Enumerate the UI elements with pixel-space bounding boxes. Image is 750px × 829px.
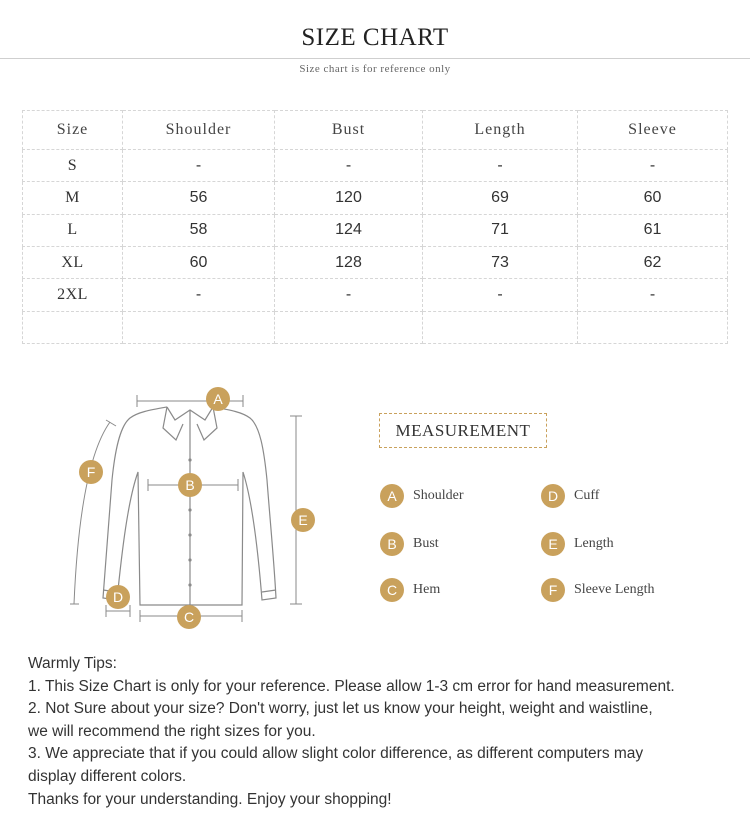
size-cell: S [23,150,123,182]
bust-cell: - [275,279,423,311]
legend-badge: B [380,532,404,556]
legend-label: Sleeve Length [574,582,655,597]
bust-cell [275,311,423,343]
tip-line: Thanks for your understanding. Enjoy your shopping! [28,790,392,808]
tip-line: display different colors. [28,767,187,785]
legend-badge: C [380,578,404,602]
size-cell: M [23,182,123,214]
table-row [23,214,728,246]
tip-line: 2. Not Sure about your size? Don't worry, just let us know your height, weight and waistline, [28,700,653,718]
bust-cell: - [275,150,423,182]
sleeve-cell: - [578,150,728,182]
sleeve-cell [578,311,728,343]
table-row [23,182,728,214]
size-table [22,110,728,344]
size-cell: XL [23,246,123,278]
legend-label: Hem [413,582,441,597]
bust-cell: 124 [275,214,423,246]
shoulder-cell [123,311,275,343]
shoulder-cell: - [123,150,275,182]
sleeve-cell: - [578,279,728,311]
shirt-measurement-diagram [70,380,330,630]
marker-f-badge: F [79,460,103,484]
bust-cell: 120 [275,182,423,214]
length-cell: 73 [423,246,578,278]
tip-line: we will recommend the right sizes for you. [28,722,316,740]
marker-d-badge: D [106,585,130,609]
size-cell [23,311,123,343]
marker-b-badge: B [178,473,202,497]
length-cell: 71 [423,214,578,246]
table-row [23,311,728,343]
sleeve-cell: 60 [578,182,728,214]
tip-line: 1. This Size Chart is only for your reference. Please allow 1-3 cm error for hand measurement. [28,677,675,695]
legend-label: Cuff [574,488,600,503]
shoulder-cell: - [123,279,275,311]
legend-badge: E [541,532,565,556]
length-cell: - [423,279,578,311]
table-row [23,150,728,182]
legend-badge: F [541,578,565,602]
table-row [23,246,728,278]
column-header-length: Length [423,111,578,150]
legend-badge: A [380,484,404,508]
measurement-heading: MEASUREMENT [379,413,547,448]
legend-badge: D [541,484,565,508]
marker-a-badge: A [206,387,230,411]
shoulder-cell: 60 [123,246,275,278]
column-header-sleeve: Sleeve [578,111,728,150]
length-cell: - [423,150,578,182]
size-cell: 2XL [23,279,123,311]
warm-tips [28,653,738,811]
legend-label: Shoulder [413,488,464,503]
page-title: SIZE CHART [301,24,449,51]
sleeve-cell: 62 [578,246,728,278]
size-cell: L [23,214,123,246]
column-header-size: Size [23,111,123,150]
table-row [23,279,728,311]
tips-heading: Warmly Tips: [28,655,117,672]
legend-label: Bust [413,536,439,551]
legend-label: Length [574,536,614,551]
column-header-shoulder: Shoulder [123,111,275,150]
shoulder-cell: 58 [123,214,275,246]
length-cell [423,311,578,343]
tip-line: 3. We appreciate that if you could allow slight color difference, as different computers may [28,745,644,763]
column-header-bust: Bust [275,111,423,150]
marker-c-badge: C [177,605,201,629]
length-cell: 69 [423,182,578,214]
sleeve-cell: 61 [578,214,728,246]
bust-cell: 128 [275,246,423,278]
title-divider [0,58,750,59]
shoulder-cell: 56 [123,182,275,214]
table-header-row [23,111,728,150]
marker-e-badge: E [291,508,315,532]
page-subtitle: Size chart is for reference only [299,63,451,75]
